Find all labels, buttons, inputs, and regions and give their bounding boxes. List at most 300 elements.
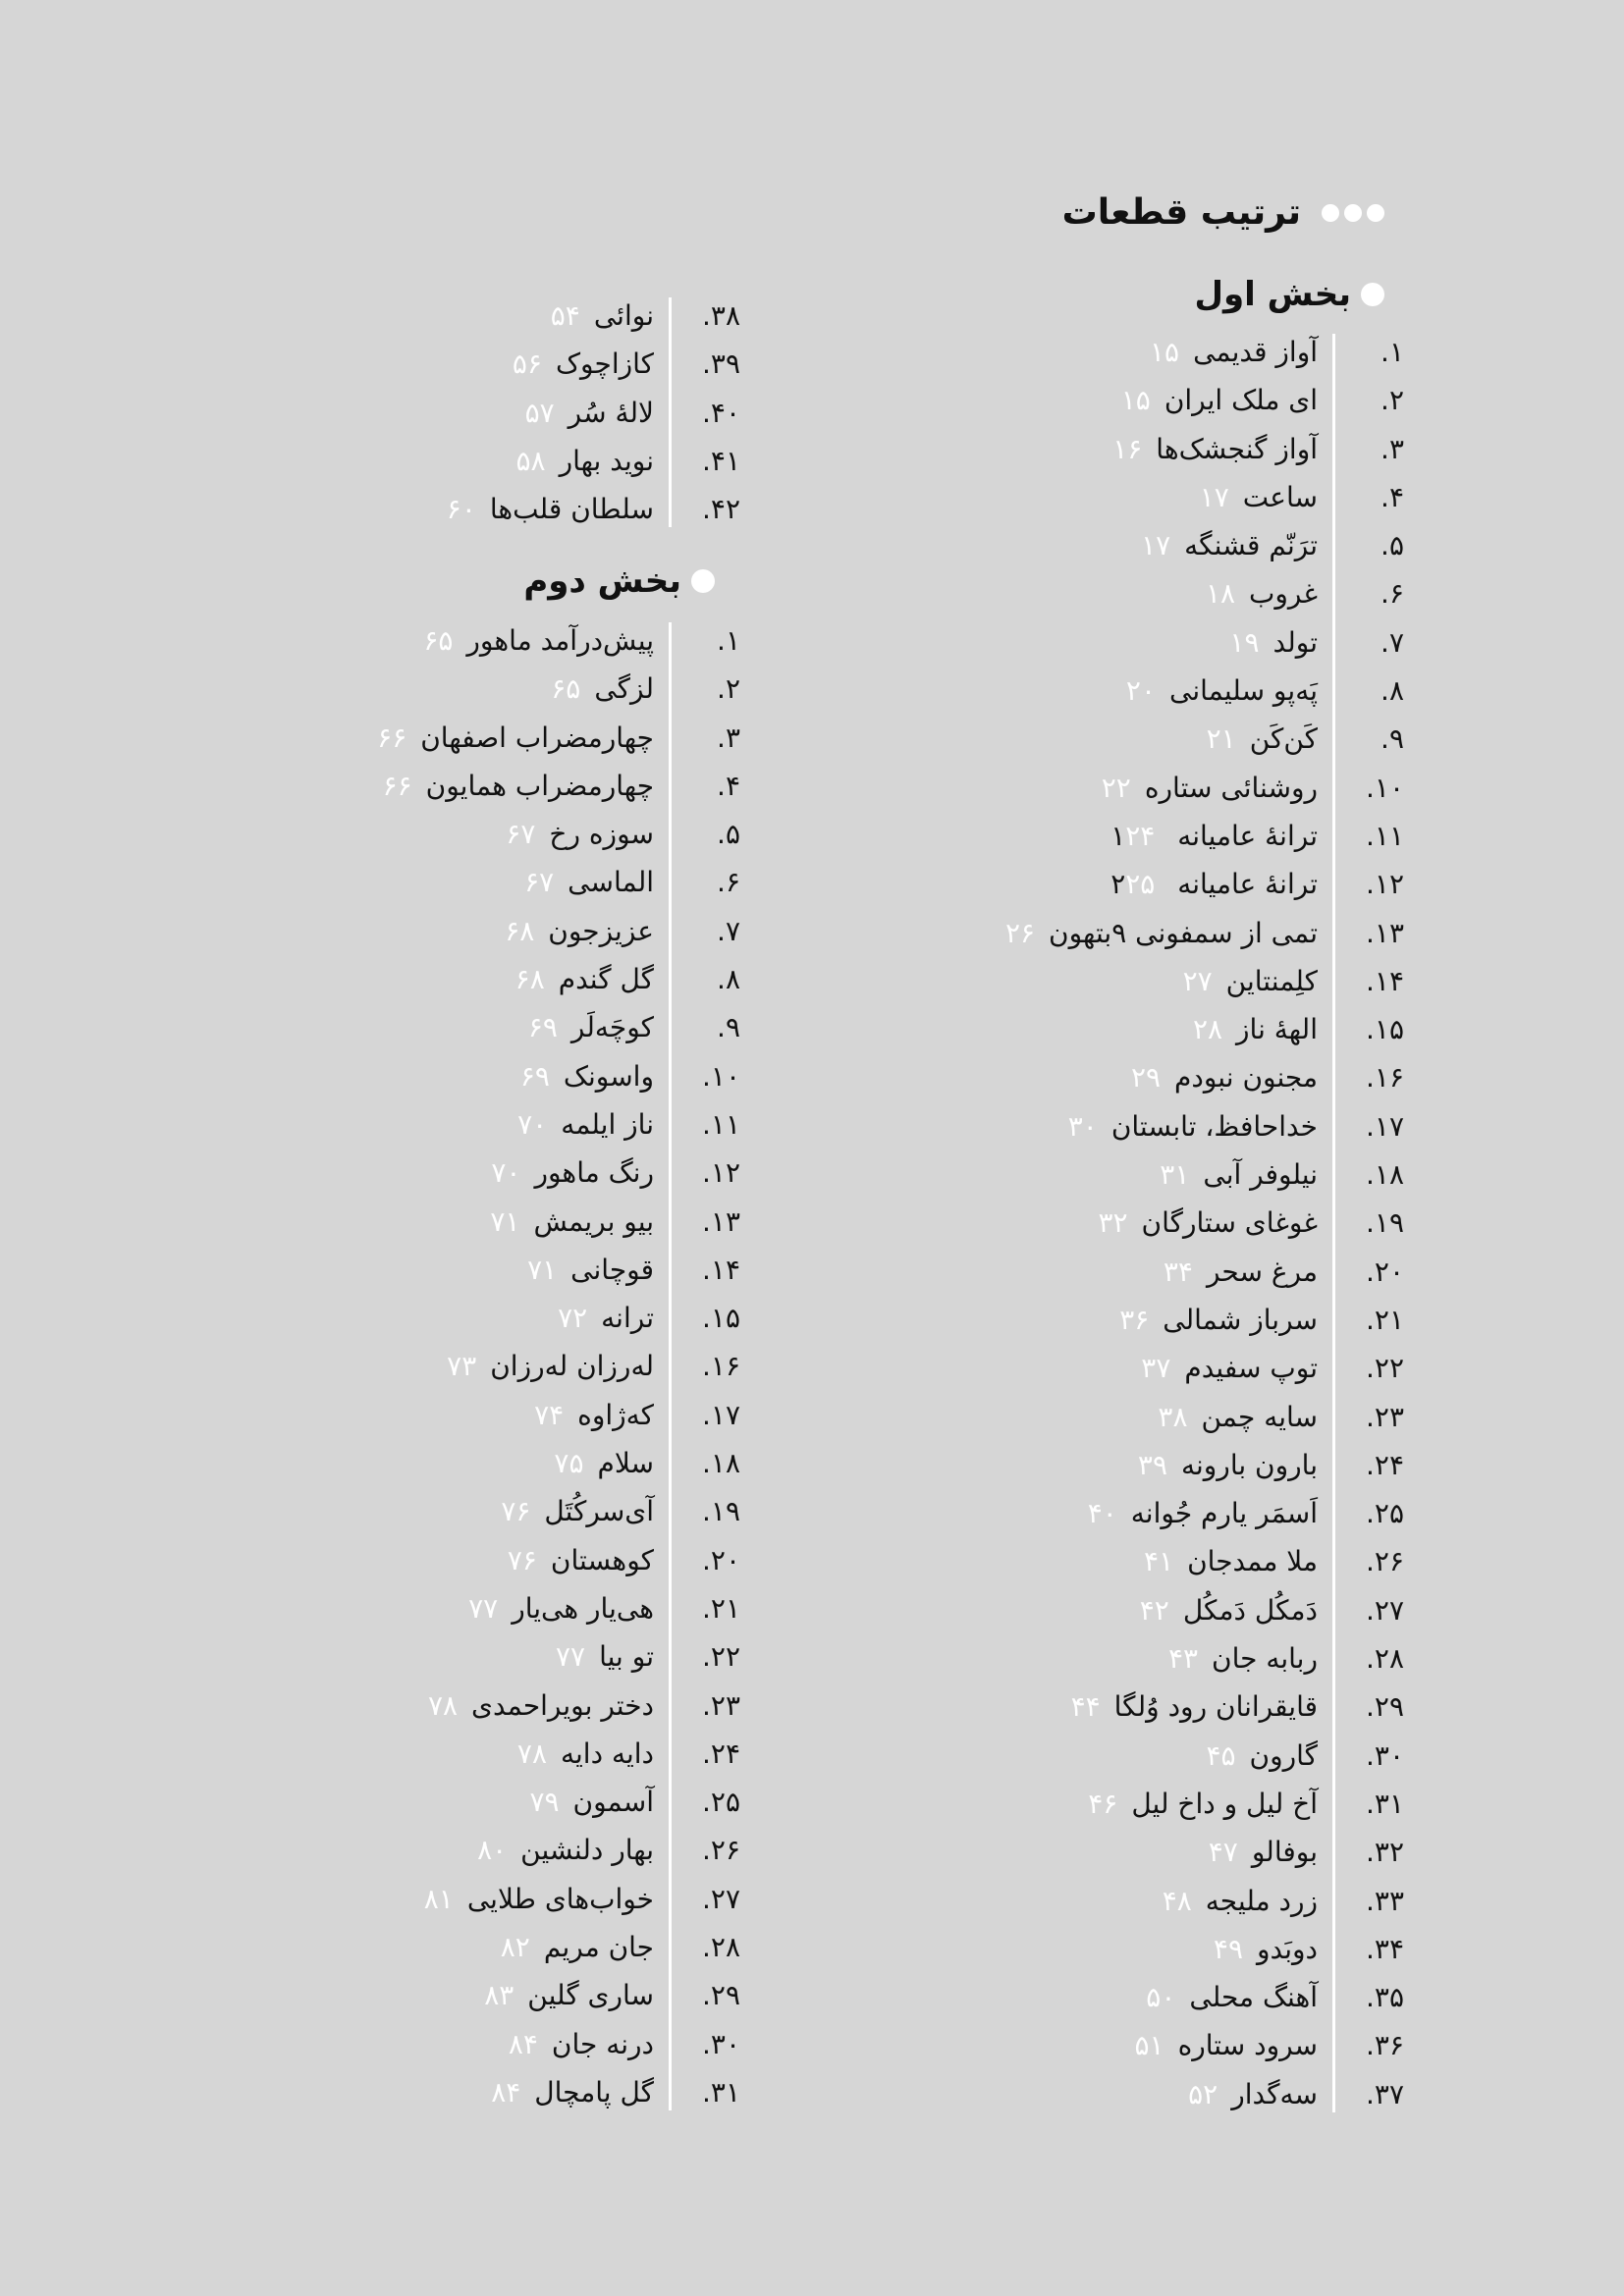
entry-title: تو بیا — [599, 1640, 654, 1674]
section-heading-second — [523, 561, 715, 601]
entry-title: ترانه — [601, 1302, 654, 1335]
entry-title: رنگ ماهور — [534, 1156, 654, 1190]
entry-title: گارون — [1249, 1738, 1318, 1772]
entry-number: ۱۳. — [1366, 916, 1404, 949]
entry-text — [1110, 812, 1318, 860]
entry-title: قوچانی — [570, 1253, 654, 1286]
toc-entry — [854, 1344, 1404, 1392]
entry-number: ۳۹. — [702, 347, 740, 381]
entry-number: ۳۱. — [1366, 1787, 1404, 1820]
toc-entry — [249, 1971, 740, 2019]
entry-page-number: ۳۲ — [1098, 1206, 1128, 1240]
entry-number: ۱۱. — [702, 1107, 740, 1141]
entry-text — [1183, 957, 1318, 1005]
entry-text — [1207, 715, 1318, 763]
entry-page-number: ۲۲ — [1101, 771, 1131, 804]
entry-text — [509, 2020, 654, 2068]
entry-text — [508, 1536, 654, 1584]
toc-entry — [249, 762, 740, 810]
entry-page-number: ۴۲ — [1139, 1593, 1169, 1627]
entry-page-number: ۸۰ — [477, 1834, 508, 1867]
entry-page-number: ۴۳ — [1167, 1642, 1199, 1676]
entry-page-number: ۶۷ — [524, 866, 555, 899]
toc-entry — [249, 1294, 740, 1342]
toc-entry — [249, 616, 740, 665]
entry-page-number: ۱۶ — [1112, 432, 1143, 465]
toc-entry — [249, 1682, 740, 1730]
entry-text — [520, 1052, 654, 1100]
entry-title: ترَنّم قشنگه — [1184, 529, 1318, 562]
toc-entry — [854, 715, 1404, 763]
entry-title: مرغ سحر — [1206, 1255, 1318, 1288]
entry-number: ۲۶. — [1366, 1545, 1404, 1578]
entry-page-number: ۲۶ — [1004, 916, 1036, 949]
entry-text — [528, 1003, 654, 1051]
entry-number: ۴۲. — [702, 493, 740, 526]
entry-number: ۱۸. — [1366, 1158, 1404, 1192]
toc-entry — [249, 1536, 740, 1584]
entry-text — [1134, 2021, 1318, 2069]
entry-title: هی‌یار هی‌یار — [512, 1591, 654, 1625]
entry-title: نوائی — [593, 299, 654, 332]
entry-page-number: ۷۱ — [490, 1204, 520, 1238]
entry-number: ۱۹. — [702, 1495, 740, 1528]
entry-number: ۴. — [717, 769, 740, 802]
toc-entry — [854, 2070, 1404, 2118]
entry-number: ۵. — [717, 818, 740, 851]
entry-number: ۷. — [717, 914, 740, 947]
entry-title: چهارمضراب اصفهان — [420, 721, 654, 754]
entry-number: ۶. — [1380, 577, 1404, 611]
section-heading-second-text: بخش دوم — [523, 561, 681, 601]
entry-number: ۲۹. — [702, 1979, 740, 2012]
toc-entry — [854, 1780, 1404, 1828]
entry-title: کوهستان — [550, 1543, 654, 1576]
entry-title: ای ملک ایران — [1164, 384, 1318, 417]
entry-page-number: ۸۱ — [423, 1882, 454, 1915]
toc-entry — [854, 1925, 1404, 1973]
toc-entry — [854, 667, 1404, 715]
entry-page-number: ۳۴ — [1163, 1255, 1193, 1288]
entry-title: زرد ملیجه — [1205, 1884, 1318, 1917]
entry-text — [1214, 1925, 1318, 1973]
entry-number: ۲۱. — [702, 1591, 740, 1625]
entry-text — [505, 907, 654, 955]
entry-text — [517, 1100, 654, 1148]
entry-title: تولد — [1272, 625, 1318, 659]
entry-page-number: ۷۲ — [558, 1302, 588, 1335]
entry-number: ۴. — [1380, 480, 1404, 513]
entry-number: ۱۶. — [702, 1350, 740, 1383]
entry-text — [527, 1246, 654, 1294]
entry-page-number: ۷۰ — [517, 1107, 548, 1141]
entry-page-number: ۲۰ — [1125, 674, 1156, 708]
toc-entry — [249, 955, 740, 1003]
entry-text — [1112, 425, 1318, 473]
entry-title: قایقرانان رود وُلگا — [1113, 1690, 1318, 1724]
entry-title: ملا ممدجان — [1187, 1545, 1318, 1578]
entry-page-number: ۷۶ — [507, 1543, 537, 1576]
entry-text — [1068, 1102, 1318, 1150]
entry-number: ۱۵. — [1366, 1013, 1404, 1046]
entry-page-number: ۶۵ — [423, 624, 454, 657]
toc-entry — [854, 425, 1404, 473]
toc-entry — [249, 292, 740, 340]
entry-page-number: ۱۷ — [1199, 480, 1229, 513]
entry-title: ترانهٔ عامیانه ۲ — [1110, 868, 1318, 901]
toc-entry — [249, 1826, 740, 1874]
entry-text — [1229, 618, 1318, 667]
entry-page-number: ۸۳ — [484, 1979, 514, 2012]
entry-number: ۱۸. — [702, 1447, 740, 1480]
entry-number: ۲۱. — [1366, 1303, 1404, 1336]
entry-title: دختر بویراحمدی — [471, 1688, 654, 1722]
toc-entry — [854, 1005, 1404, 1053]
entry-number: ۱. — [717, 624, 740, 657]
entry-text — [1200, 473, 1318, 521]
entry-title: بارون بارونه — [1180, 1448, 1318, 1481]
entry-title: آواز گنجشک‌ها — [1156, 432, 1318, 465]
entry-title: لزگی — [594, 672, 654, 706]
entry-title: آسمون — [572, 1786, 654, 1819]
entry-number: ۱۲. — [702, 1156, 740, 1190]
entry-page-number: ۵۸ — [515, 444, 546, 477]
toc-entry — [854, 1537, 1404, 1585]
entry-number: ۲۵. — [1366, 1497, 1404, 1530]
entry-number: ۱۵. — [702, 1302, 740, 1335]
entry-text — [1164, 1248, 1318, 1296]
entry-number: ۲. — [1380, 384, 1404, 417]
entry-number: ۳. — [1380, 432, 1404, 465]
entry-text — [1088, 1489, 1318, 1537]
toc-entry — [249, 2068, 740, 2116]
toc-entry — [854, 957, 1404, 1005]
entry-number: ۳۳. — [1366, 1884, 1404, 1917]
toc-entry — [854, 1877, 1404, 1925]
entry-number: ۲۹. — [1366, 1690, 1404, 1724]
toc-entry — [854, 1296, 1404, 1344]
entry-title: سرباز شمالی — [1163, 1303, 1318, 1336]
entry-title: دایه دایه — [560, 1736, 654, 1770]
entry-page-number: ۳۸ — [1158, 1400, 1188, 1433]
entry-page-number: ۶۶ — [377, 721, 407, 754]
entry-text — [529, 1778, 654, 1826]
toc-entry — [854, 1441, 1404, 1489]
entry-page-number: ۷۵ — [554, 1447, 584, 1480]
entry-text — [490, 1198, 654, 1246]
entry-title: غروب — [1249, 577, 1318, 611]
toc-entry — [854, 1634, 1404, 1682]
entry-page-number: ۸۲ — [500, 1931, 530, 1964]
toc-entry — [854, 328, 1404, 376]
title-dots-icon — [1317, 204, 1384, 222]
toc-entry — [249, 1198, 740, 1246]
entry-title: پَه‌پو سلیمانی — [1169, 674, 1318, 708]
toc-entry — [249, 1148, 740, 1197]
entry-title: ربابه جان — [1212, 1642, 1318, 1676]
toc-entry — [854, 909, 1404, 957]
entry-text — [501, 1487, 654, 1535]
entry-number: ۱۷. — [1366, 1109, 1404, 1143]
entry-page-number: ۲۸ — [1192, 1013, 1223, 1046]
entry-title: کلِمنتاین — [1225, 964, 1318, 997]
entry-text — [1206, 1732, 1318, 1780]
page-title — [1062, 192, 1384, 233]
entry-number: ۵. — [1380, 529, 1404, 562]
entry-number: ۳۶. — [1366, 2029, 1404, 2062]
entry-page-number: ۶۷ — [506, 818, 536, 851]
entry-title: تمی از سمفونی ۹بتهون — [1049, 916, 1318, 949]
toc-entry — [854, 1199, 1404, 1247]
toc-entry — [249, 1632, 740, 1681]
entry-title: نوید بهار — [559, 444, 654, 477]
entry-title: کازاچوک — [556, 347, 654, 381]
entry-text — [1121, 376, 1318, 424]
toc-entry — [854, 1248, 1404, 1296]
entry-title: بهار دلنشین — [520, 1834, 654, 1867]
toc-entry — [249, 1100, 740, 1148]
entry-title: بیو بریمش — [533, 1204, 654, 1238]
entry-title: چهارمضراب همایون — [425, 769, 654, 802]
entry-text — [1193, 1005, 1318, 1053]
entry-text — [1119, 1296, 1318, 1344]
entry-number: ۲۳. — [1366, 1400, 1404, 1433]
entry-number: ۲۵. — [702, 1786, 740, 1819]
entry-page-number: ۶۹ — [527, 1011, 558, 1044]
entry-page-number: ۲۴ — [1125, 819, 1156, 852]
entry-text — [1163, 1877, 1318, 1925]
entry-page-number: ۷۸ — [516, 1736, 547, 1770]
entry-title: ساری گلین — [527, 1979, 654, 2012]
entry-text — [1141, 1344, 1318, 1392]
entry-page-number: ۶۸ — [505, 914, 535, 947]
entry-number: ۳۴. — [1366, 1932, 1404, 1965]
toc-entry — [249, 1003, 740, 1051]
entry-text — [1126, 667, 1318, 715]
entry-title: سلام — [597, 1447, 654, 1480]
entry-title: آخ لیل و داخ لیل — [1131, 1787, 1318, 1820]
toc-entry — [854, 473, 1404, 521]
entry-text — [468, 1584, 654, 1632]
entry-page-number: ۶۹ — [519, 1059, 550, 1093]
entry-text — [1098, 1199, 1318, 1247]
entry-title: کوچَه‌لَر — [570, 1011, 654, 1044]
toc-entry — [854, 860, 1404, 908]
entry-page-number: ۵۴ — [550, 299, 580, 332]
entry-page-number: ۴۸ — [1162, 1884, 1192, 1917]
entry-number: ۱۷. — [702, 1398, 740, 1431]
entry-text — [383, 762, 654, 810]
entry-text — [491, 1148, 654, 1197]
toc-entry — [249, 1487, 740, 1535]
entry-page-number: ۷۰ — [491, 1156, 521, 1190]
entry-title: کَن‌کَن — [1249, 722, 1318, 756]
toc-entry — [249, 1778, 740, 1826]
entry-text — [377, 714, 654, 762]
entry-title: مجنون نبودم — [1174, 1061, 1318, 1095]
entry-number: ۳۷. — [1366, 2077, 1404, 2110]
toc-entry — [249, 1342, 740, 1390]
entry-text — [1131, 1053, 1318, 1101]
toc-entry — [249, 1584, 740, 1632]
entry-page-number: ۵۲ — [1188, 2077, 1218, 2110]
entry-title: نیلوفر آبی — [1203, 1158, 1318, 1192]
entry-text — [423, 616, 654, 665]
entry-title: که‌ژاوه — [577, 1398, 654, 1431]
entry-title: توپ سفیدم — [1184, 1352, 1318, 1385]
entry-text — [1140, 1586, 1318, 1634]
entry-text — [1160, 1150, 1318, 1199]
entry-number: ۹. — [717, 1011, 740, 1044]
entry-number: ۱۱. — [1366, 819, 1404, 852]
entry-number: ۳۵. — [1366, 1981, 1404, 2014]
entry-number: ۲۰. — [702, 1543, 740, 1576]
entry-number: ۳. — [717, 721, 740, 754]
toc-entry — [854, 569, 1404, 617]
entry-page-number: ۵۶ — [512, 347, 542, 381]
entry-text — [1188, 2070, 1318, 2118]
entry-text — [477, 1826, 654, 1874]
entry-title: جان مریم — [543, 1931, 654, 1964]
entry-number: ۴۰. — [702, 396, 740, 429]
entry-title: روشنائی ستاره — [1144, 771, 1318, 804]
entry-text — [513, 340, 654, 388]
entry-title: ساعت — [1242, 480, 1318, 513]
entry-number: ۲۲. — [1366, 1352, 1404, 1385]
entry-number: ۲۴. — [702, 1736, 740, 1770]
entry-text — [424, 1875, 654, 1923]
entry-text — [1168, 1634, 1318, 1682]
entry-title: آواز قدیمی — [1193, 336, 1318, 368]
entry-page-number: ۸۴ — [491, 2075, 521, 2109]
entry-number: ۲۳. — [702, 1688, 740, 1722]
entry-number: ۴۱. — [702, 444, 740, 477]
toc-entry — [249, 1246, 740, 1294]
toc-entry — [854, 1150, 1404, 1199]
entry-page-number: ۳۰ — [1067, 1109, 1098, 1143]
toc-entry — [249, 907, 740, 955]
toc-entry — [249, 340, 740, 388]
entry-number: ۱۰. — [1366, 771, 1404, 804]
toc-entry — [854, 1682, 1404, 1731]
entry-text — [1144, 1537, 1318, 1585]
entry-text — [491, 2068, 654, 2116]
entry-number: ۱۴. — [1366, 964, 1404, 997]
entry-title: عزیزجون — [548, 914, 654, 947]
entry-title: سوزه رخ — [549, 818, 654, 851]
entry-text — [428, 1682, 654, 1730]
toc-entry — [854, 1489, 1404, 1537]
entry-title: غوغای ستارگان — [1141, 1206, 1318, 1240]
entry-number: ۸. — [717, 963, 740, 996]
entry-title: بوفالو — [1251, 1836, 1318, 1869]
entry-text — [556, 1632, 654, 1681]
entry-page-number: ۴۹ — [1213, 1932, 1243, 1965]
entry-number: ۲۷. — [702, 1882, 740, 1915]
entry-text — [1138, 1441, 1318, 1489]
entry-text — [516, 437, 654, 485]
entry-title: دَمکُل دَمکُل — [1182, 1593, 1318, 1627]
entry-page-number: ۱۸ — [1205, 577, 1236, 611]
toc-entry — [854, 764, 1404, 812]
toc-entry — [854, 1732, 1404, 1780]
entry-text — [1158, 1393, 1318, 1441]
entry-text — [558, 1294, 654, 1342]
toc-list-first — [854, 328, 1404, 2118]
entry-text — [1141, 521, 1318, 569]
entry-page-number: ۴۶ — [1088, 1787, 1118, 1820]
entry-text — [1088, 1780, 1318, 1828]
entry-page-number: ۱۵ — [1150, 336, 1180, 368]
entry-page-number: ۴۵ — [1206, 1738, 1236, 1772]
entry-page-number: ۴۰ — [1087, 1497, 1117, 1530]
entry-number: ۱۴. — [702, 1253, 740, 1286]
entry-page-number: ۷۱ — [527, 1253, 558, 1286]
entry-number: ۳۰. — [1366, 1738, 1404, 1772]
toc-entry — [249, 1439, 740, 1487]
toc-entry — [249, 437, 740, 485]
entry-page-number: ۴۴ — [1070, 1690, 1101, 1724]
entry-text — [484, 1971, 654, 2019]
toc-entry — [854, 521, 1404, 569]
toc-entry — [249, 1052, 740, 1100]
entry-text — [1146, 1973, 1318, 2021]
bullet-icon — [691, 569, 715, 593]
toc-entry — [249, 485, 740, 533]
entry-number: ۲۶. — [702, 1834, 740, 1867]
entry-page-number: ۶۵ — [551, 672, 581, 706]
entry-text — [1005, 909, 1318, 957]
entry-text — [515, 955, 654, 1003]
entry-title: واسونک — [563, 1059, 654, 1093]
entry-title: له‌رزان له‌رزان — [490, 1350, 654, 1383]
entry-page-number: ۲۱ — [1206, 722, 1236, 756]
toc-entry — [249, 714, 740, 762]
entry-page-number: ۶۰ — [446, 493, 476, 526]
entry-title: الههٔ ناز — [1236, 1013, 1318, 1046]
entry-number: ۳۲. — [1366, 1836, 1404, 1869]
entry-page-number: ۷۷ — [555, 1640, 586, 1674]
entry-number: ۲۲. — [702, 1640, 740, 1674]
toc-entry — [854, 1586, 1404, 1634]
entry-title: دوبَدو — [1256, 1932, 1318, 1965]
toc-entry — [249, 810, 740, 858]
entry-number: ۱۳. — [702, 1204, 740, 1238]
entry-number: ۱۶. — [1366, 1061, 1404, 1095]
entry-page-number: ۷۶ — [501, 1495, 531, 1528]
toc-entry — [854, 376, 1404, 424]
entry-page-number: ۲۹ — [1130, 1061, 1162, 1095]
entry-number: ۲۰. — [1366, 1255, 1404, 1288]
section-heading-first — [1195, 275, 1384, 314]
toc-entry — [854, 1102, 1404, 1150]
entry-page-number: ۸۴ — [508, 2027, 538, 2060]
entry-number: ۱۰. — [702, 1059, 740, 1093]
entry-text — [524, 858, 654, 906]
entry-number: ۶. — [717, 866, 740, 899]
toc-entry — [854, 812, 1404, 860]
toc-entry — [854, 2021, 1404, 2069]
entry-text — [551, 665, 654, 713]
entry-text — [517, 1730, 654, 1778]
toc-entry — [854, 1973, 1404, 2021]
entry-text — [506, 810, 654, 858]
entry-title: لالهٔ سُر — [568, 396, 654, 429]
entry-page-number: ۷۴ — [534, 1398, 565, 1431]
entry-number: ۲. — [717, 672, 740, 706]
entry-text — [551, 292, 654, 340]
entry-number: ۱۲. — [1366, 868, 1404, 901]
